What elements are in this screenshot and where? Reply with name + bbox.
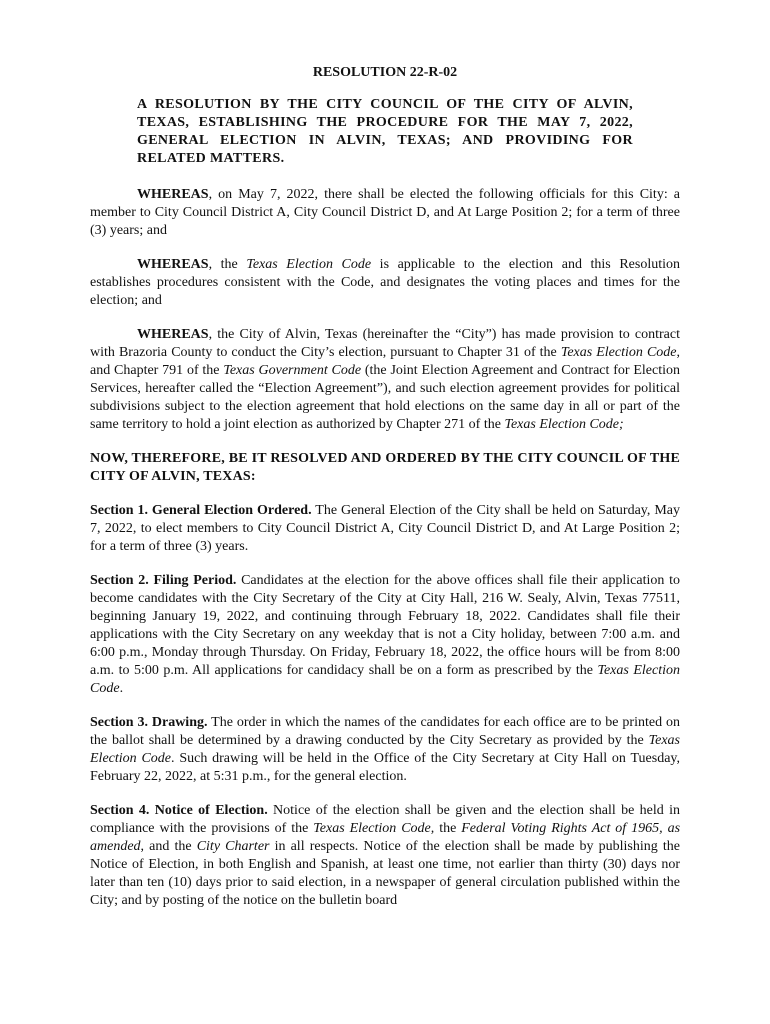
section-4-text: , and the [140, 839, 197, 854]
section-3-text-end: . Such drawing will be held in the Office of the City Secretary at City Hall on Tuesday, February 22, 2022, at 5:31 p.m., for the general election. [90, 751, 680, 784]
section-2-paragraph [90, 572, 680, 698]
section-1-paragraph [90, 502, 680, 556]
section-2-text: Candidates at the election for the above offices shall file their application to become candidates with the City Secretary of the City at City Hall, 216 W. Sealy, Alvin, Texas 77511, beginning January 19, 2022, and continuing through February 18, 2022. Candidates shall file their applications with the City Secretary on any weekday that is not a City holiday, between 7:00 a.m. and 6:00 p.m., Monday through Thursday. On Friday, February 18, 2022, the office hours will be from 8:00 a.m. to 5:00 p.m. All applications for candidacy shall be on a form as prescribed by the [90, 573, 680, 678]
whereas-text: is applicable to the election and this Resolution establishes procedures consistent with the Code, and designates the voting places and times for the election; and [90, 257, 681, 308]
italic-reference: Texas Election Code, [313, 821, 435, 836]
whereas-label: WHEREAS [137, 327, 209, 342]
whereas-paragraph-1 [90, 186, 680, 240]
whereas-label: WHEREAS [137, 257, 209, 272]
whereas-text: , the City of Alvin, Texas (hereinafter the “City”) has made provision to contract with Brazoria County to conduct the City’s election, pursuant to Chapter 31 of the [90, 327, 680, 360]
italic-reference: Texas Election Code [246, 257, 372, 272]
section-4-text: Notice of the election shall be given and the election shall be held in compliance with the provisions of the [90, 803, 681, 836]
section-4-paragraph [90, 802, 680, 910]
section-4-text: the [434, 821, 462, 836]
section-4-text: in all respects. Notice of the election shall be made by publishing the Notice of Election, in both English and Spanish, at least one time, not earlier than thirty (30) days nor later than ten (10) days prior to said election, in a newspaper of general circulation published within the City; and by posting of the notice on the bulletin board [90, 839, 680, 908]
resolution-title: RESOLUTION 22-R-02 [312, 65, 458, 80]
italic-reference: Federal Voting Rights Act of 1965, as amended [90, 821, 681, 854]
whereas-text: , and Chapter 791 of the [90, 345, 680, 378]
resolved-heading: NOW, THEREFORE, BE IT RESOLVED AND ORDERED BY THE CITY COUNCIL OF THE CITY OF ALVIN, TEXAS: [90, 451, 680, 484]
whereas-text: (the Joint Election Agreement and Contract for Election Services, hereafter called the “Election Agreement”), and such election agreement provides for political subdivisions subject to the election agreement that hold elections on the same day in all or part of the same territory to hold a joint election as authorized by Chapter 271 of the [90, 363, 680, 432]
section-2-text-end: . [119, 681, 124, 696]
whereas-paragraph-3 [90, 326, 680, 434]
italic-reference: City Charter [196, 839, 270, 854]
whereas-text: , on May 7, 2022, there shall be elected the following officials for this City: a member to City Council District A, City Council District D, and At Large Position 2; for a term of three (3) years; and [90, 187, 680, 238]
whereas-paragraph-2 [90, 256, 680, 310]
italic-reference: Texas Election Code [90, 663, 680, 696]
resolution-subtitle: A RESOLUTION BY THE CITY COUNCIL OF THE CITY OF ALVIN, TEXAS, ESTABLISHING THE PROCEDURE FOR THE MAY 7, 2022, GENERAL ELECTION IN ALVIN, TEXAS; AND PROVIDING FOR RELATED MATTERS. [137, 97, 633, 166]
whereas-text: , the [208, 257, 247, 272]
italic-reference: Texas Election Code [90, 733, 680, 766]
whereas-label: WHEREAS [137, 187, 209, 202]
section-2-heading: Section 2. Filing Period. [90, 573, 237, 588]
italic-reference: Texas Election Code [560, 345, 677, 360]
section-4-heading: Section 4. Notice of Election. [90, 803, 268, 818]
italic-reference: Texas Government Code [223, 363, 362, 378]
section-3-paragraph [90, 714, 680, 786]
section-1-text: The General Election of the City shall be held on Saturday, May 7, 2022, to elect members to City Council District A, City Council District D, and At Large Position 2; for a term of three (3) years. [90, 503, 680, 554]
section-3-text: The order in which the names of the candidates for each office are to be printed on the ballot shall be determined by a drawing conducted by the City Secretary as provided by the [90, 715, 680, 748]
italic-reference: Texas Election Code; [504, 417, 624, 432]
section-1-heading: Section 1. General Election Ordered. [90, 503, 312, 518]
section-3-heading: Section 3. Drawing. [90, 715, 208, 730]
